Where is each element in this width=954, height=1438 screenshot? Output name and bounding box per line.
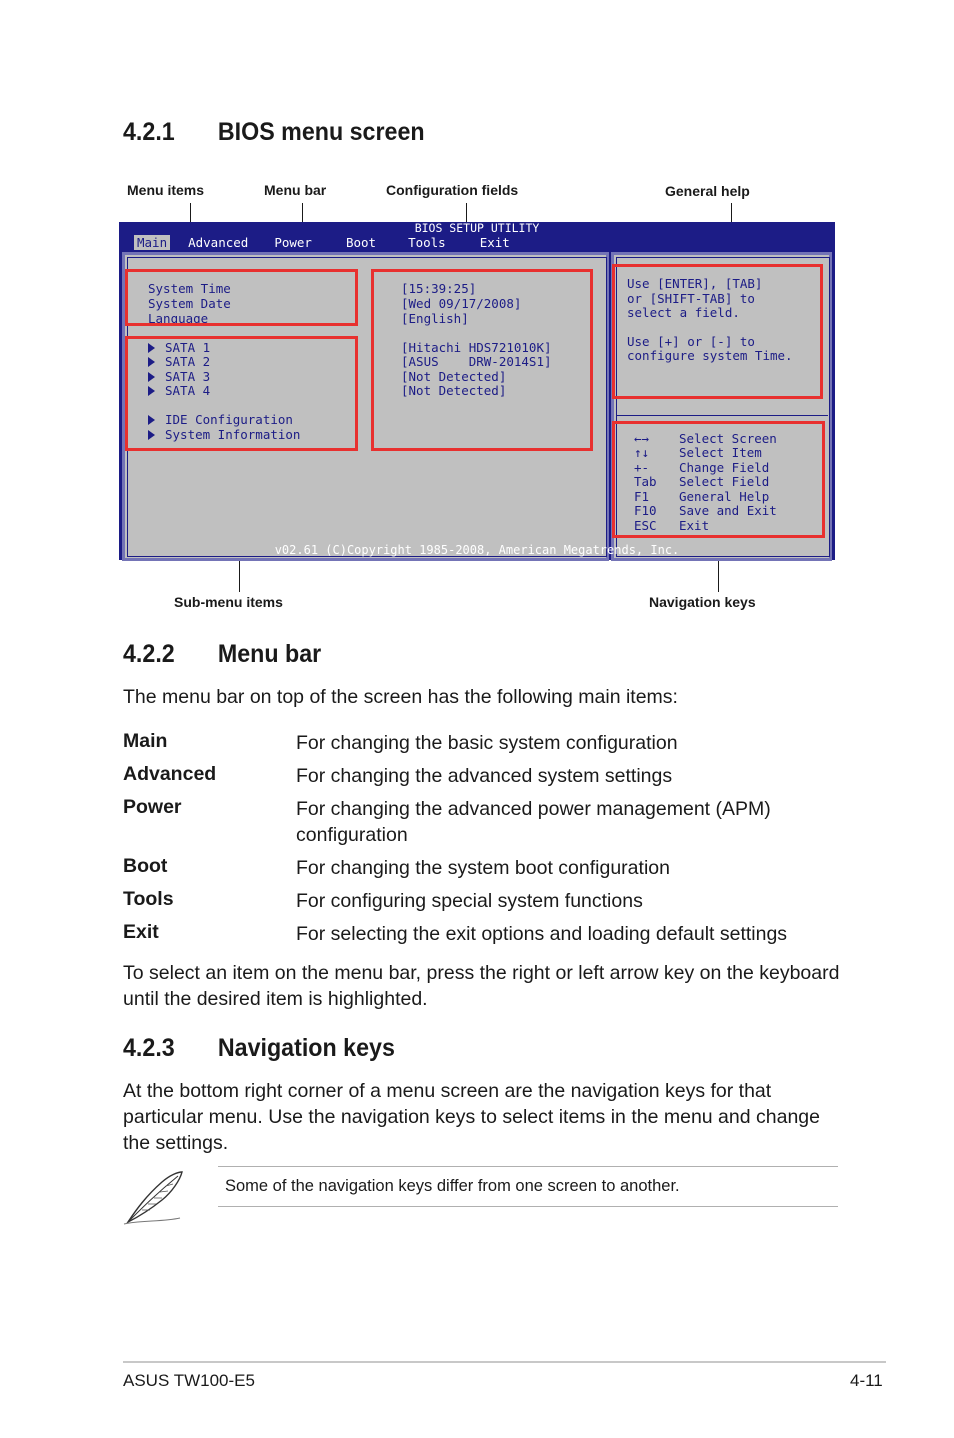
general-help-line-4: Use [+] or [-] to [627, 334, 755, 349]
callout-general-help: General help [665, 183, 750, 199]
bios-menu-advanced[interactable]: Advanced [188, 235, 249, 250]
desc-power: For changing the advanced power management (APM) configuration [296, 798, 771, 846]
config-field-language[interactable]: [English] [401, 311, 469, 326]
config-field-time[interactable]: [15:39:25] [401, 281, 477, 296]
config-field-sata-3: [Not Detected] [401, 369, 507, 384]
menu-item-language[interactable]: Language [148, 311, 209, 326]
sub-menu-item-sata-2[interactable]: SATA 2 [148, 355, 210, 370]
nav-key-f1: F1 [634, 489, 650, 504]
term-boot: Boot [123, 855, 168, 877]
menu-bar-intro: The menu bar on top of the screen has the following main items: [123, 686, 678, 708]
quill-pen-icon [122, 1166, 186, 1226]
term-power: Power [123, 796, 182, 818]
term-main: Main [123, 730, 168, 752]
bios-menu-main[interactable]: Main [134, 235, 170, 250]
callout-navigation-keys: Navigation keys [649, 594, 756, 610]
callout-menu-bar: Menu bar [264, 182, 327, 198]
nav-action-select-item: Select Item [679, 445, 762, 460]
desc-tools: For configuring special system functions [296, 890, 643, 912]
footer-product-name: ASUS TW100-E5 [123, 1371, 255, 1390]
note-rule-top [218, 1166, 838, 1167]
menu-item-system-time[interactable]: System Time [148, 281, 231, 296]
nav-action-exit: Exit [679, 518, 710, 533]
nav-action-select-field: Select Field [679, 474, 770, 489]
config-field-sata-2: [ASUS DRW-2014S1] [401, 354, 552, 369]
bios-menu-exit[interactable]: Exit [479, 235, 510, 250]
section-heading-bios-menu-screen: 4.2.1 BIOS menu screen [123, 118, 425, 146]
nav-action-save-and-exit: Save and Exit [679, 503, 777, 518]
highlight-config-fields [371, 269, 593, 451]
bios-menu-bar [134, 235, 532, 250]
callout-sub-menu-items: Sub-menu items [174, 594, 283, 610]
highlight-navigation-keys [612, 421, 825, 538]
term-advanced: Advanced [123, 763, 217, 785]
bios-title: BIOS SETUP UTILITY [414, 221, 540, 235]
footer-page-number: 4-11 [850, 1371, 883, 1390]
config-field-sata-4: [Not Detected] [401, 383, 507, 398]
nav-action-change-field: Change Field [679, 460, 770, 475]
nav-key-plus-minus: +- [634, 460, 650, 475]
desc-advanced: For changing the advanced system settings [296, 765, 673, 787]
footer-rule [123, 1361, 886, 1363]
bios-copyright: v02.61 (C)Copyright 1985-2008, American Megatrends, Inc. [274, 543, 680, 557]
bios-menu-power[interactable]: Power [274, 235, 312, 250]
general-help-line-3: select a field. [627, 305, 740, 320]
note-rule-bottom [218, 1206, 838, 1207]
menu-item-system-date[interactable]: System Date [148, 296, 231, 311]
sub-menu-item-system-information[interactable]: System Information [148, 428, 300, 443]
term-tools: Tools [123, 888, 174, 910]
callout-config-fields: Configuration fields [386, 182, 519, 198]
nav-key-f10: F10 [634, 503, 657, 518]
nav-action-general-help: General Help [679, 489, 770, 504]
nav-key-esc: ESC [634, 518, 657, 533]
nav-key-tab: Tab [634, 474, 657, 489]
nav-action-select-screen: Select Screen [679, 431, 777, 446]
config-field-sata-1: [Hitachi HDS721010K] [401, 340, 552, 355]
bios-menu-tools[interactable]: Tools [408, 235, 446, 250]
term-exit: Exit [123, 921, 159, 943]
bios-screen [119, 222, 835, 560]
sub-menu-item-sata-4[interactable]: SATA 4 [148, 384, 210, 399]
section-heading-menu-bar: 4.2.2 Menu bar [123, 640, 322, 668]
sub-menu-item-ide-configuration[interactable]: IDE Configuration [148, 413, 293, 428]
general-help-line-1: Use [ENTER], [TAB] [627, 276, 763, 291]
highlight-menu-items [125, 269, 358, 326]
menu-bar-outro: To select an item on the menu bar, press the right or left arrow key on the keyboard until the desired item is highlighted. [123, 962, 840, 1010]
sub-menu-item-sata-1[interactable]: SATA 1 [148, 341, 210, 356]
desc-main: For changing the basic system configuration [296, 732, 678, 754]
desc-exit: For selecting the exit options and loading default settings [296, 923, 788, 945]
note-text: Some of the navigation keys differ from one screen to another. [225, 1177, 680, 1195]
general-help-line-2: or [SHIFT-TAB] to [627, 291, 755, 306]
bios-menu-boot[interactable]: Boot [345, 235, 377, 250]
general-help-line-5: configure system Time. [627, 348, 793, 363]
sub-menu-item-sata-3[interactable]: SATA 3 [148, 370, 210, 385]
highlight-general-help [612, 264, 823, 399]
nav-key-left-right-icon: ←→ [634, 431, 650, 446]
nav-key-up-down-icon: ↑↓ [634, 445, 650, 460]
config-field-date[interactable]: [Wed 09/17/2008] [401, 296, 522, 311]
callout-menu-items: Menu items [127, 182, 205, 198]
navigation-keys-body: At the bottom right corner of a menu screen are the navigation keys for that particular menu. Use the navigation keys to select items in the menu and change the settings. [123, 1080, 820, 1154]
highlight-sub-menu-items [125, 336, 358, 451]
desc-boot: For changing the system boot configuration [296, 857, 670, 879]
section-heading-navigation-keys: 4.2.3 Navigation keys [123, 1034, 395, 1062]
